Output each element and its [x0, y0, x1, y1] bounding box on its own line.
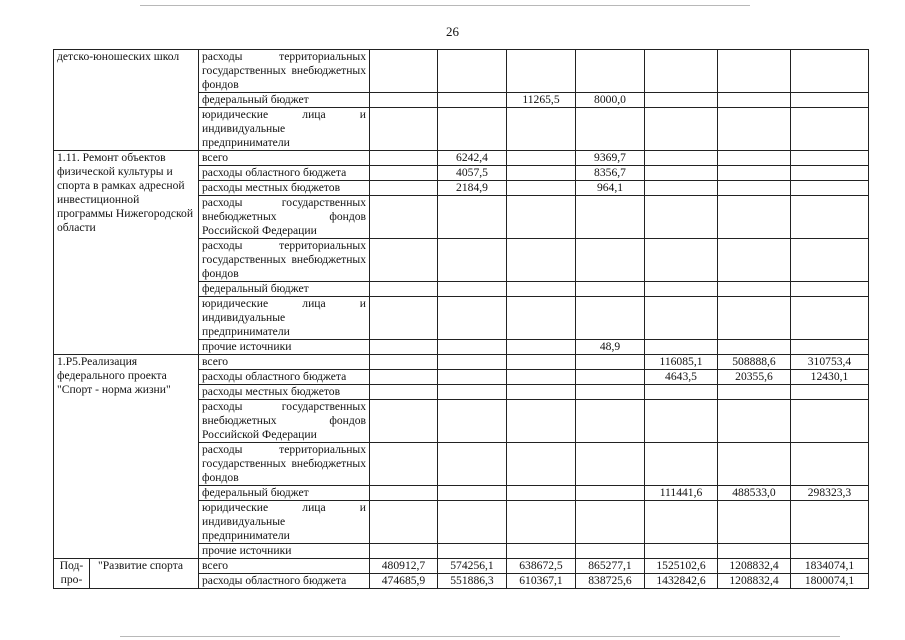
value-cell: [718, 166, 791, 181]
table-body: [54, 50, 869, 589]
value-cell: [718, 93, 791, 108]
value-cell: [438, 297, 507, 340]
value-cell: 4057,5: [438, 166, 507, 181]
value-cell: 488533,0: [718, 486, 791, 501]
value-cell: [645, 400, 718, 443]
value-cell: 298323,3: [791, 486, 869, 501]
value-cell: 1208832,4: [718, 574, 791, 589]
value-cell: [791, 239, 869, 282]
value-cell: [718, 297, 791, 340]
funding-source: расходы территориальных государственных внебюджетных фондов: [199, 443, 370, 486]
value-cell: [645, 443, 718, 486]
funding-source: федеральный бюджет: [199, 486, 370, 501]
funding-source: юридические лица и индивидуальные предприниматели: [199, 297, 370, 340]
value-cell: [438, 443, 507, 486]
funding-source: расходы территориальных государственных внебюджетных фондов: [199, 239, 370, 282]
value-cell: [718, 50, 791, 93]
value-cell: [507, 370, 576, 385]
funding-source: расходы государственных внебюджетных фондов Российской Федерации: [199, 196, 370, 239]
value-cell: [370, 108, 438, 151]
value-cell: 964,1: [576, 181, 645, 196]
value-cell: [507, 340, 576, 355]
funding-source: всего: [199, 355, 370, 370]
value-cell: [507, 501, 576, 544]
value-cell: [791, 544, 869, 559]
value-cell: [718, 196, 791, 239]
funding-source: федеральный бюджет: [199, 282, 370, 297]
value-cell: [576, 239, 645, 282]
funding-source: всего: [199, 151, 370, 166]
funding-source: расходы областного бюджета: [199, 574, 370, 589]
value-cell: 4643,5: [645, 370, 718, 385]
value-cell: [438, 355, 507, 370]
budget-table: [53, 49, 869, 589]
value-cell: [576, 486, 645, 501]
value-cell: [645, 93, 718, 108]
value-cell: [791, 282, 869, 297]
value-cell: [718, 282, 791, 297]
value-cell: [507, 355, 576, 370]
value-cell: [507, 486, 576, 501]
value-cell: [576, 50, 645, 93]
value-cell: 310753,4: [791, 355, 869, 370]
value-cell: [576, 400, 645, 443]
value-cell: [718, 385, 791, 400]
value-cell: [370, 282, 438, 297]
value-cell: [576, 282, 645, 297]
row-name: детско-юношеских школ: [54, 50, 199, 151]
value-cell: [718, 544, 791, 559]
value-cell: 610367,1: [507, 574, 576, 589]
value-cell: [791, 385, 869, 400]
value-cell: 8356,7: [576, 166, 645, 181]
value-cell: [370, 443, 438, 486]
value-cell: [507, 151, 576, 166]
table-row: [54, 355, 869, 370]
value-cell: [507, 181, 576, 196]
value-cell: [438, 385, 507, 400]
value-cell: [438, 486, 507, 501]
value-cell: [370, 486, 438, 501]
value-cell: [645, 340, 718, 355]
value-cell: [438, 544, 507, 559]
value-cell: [507, 544, 576, 559]
value-cell: [438, 400, 507, 443]
value-cell: [645, 385, 718, 400]
value-cell: [791, 50, 869, 93]
value-cell: 6242,4: [438, 151, 507, 166]
value-cell: [791, 501, 869, 544]
subprogram-label: Под-про-: [54, 559, 90, 589]
value-cell: [576, 108, 645, 151]
value-cell: 1834074,1: [791, 559, 869, 574]
value-cell: [645, 282, 718, 297]
table-row: [54, 151, 869, 166]
value-cell: 48,9: [576, 340, 645, 355]
value-cell: [438, 340, 507, 355]
value-cell: [507, 443, 576, 486]
value-cell: 116085,1: [645, 355, 718, 370]
table-row: [54, 559, 869, 574]
value-cell: 12430,1: [791, 370, 869, 385]
value-cell: [370, 181, 438, 196]
page-number: 26: [446, 24, 459, 39]
value-cell: [645, 297, 718, 340]
value-cell: [645, 108, 718, 151]
value-cell: [507, 282, 576, 297]
funding-source: федеральный бюджет: [199, 93, 370, 108]
value-cell: [438, 93, 507, 108]
value-cell: [576, 196, 645, 239]
value-cell: [576, 501, 645, 544]
value-cell: [370, 239, 438, 282]
funding-source: расходы территориальных государственных внебюджетных фондов: [199, 50, 370, 93]
value-cell: [576, 385, 645, 400]
value-cell: [791, 151, 869, 166]
value-cell: [370, 400, 438, 443]
value-cell: [507, 400, 576, 443]
value-cell: [718, 181, 791, 196]
value-cell: [718, 443, 791, 486]
value-cell: [370, 501, 438, 544]
value-cell: [645, 166, 718, 181]
value-cell: [507, 196, 576, 239]
value-cell: [370, 355, 438, 370]
value-cell: [791, 93, 869, 108]
value-cell: 838725,6: [576, 574, 645, 589]
row-name: 1.Р5.Реализация федерального проекта "Спорт - норма жизни": [54, 355, 199, 559]
value-cell: [370, 93, 438, 108]
funding-source: прочие источники: [199, 340, 370, 355]
value-cell: [791, 340, 869, 355]
value-cell: [370, 340, 438, 355]
funding-source: расходы государственных внебюджетных фондов Российской Федерации: [199, 400, 370, 443]
funding-source: расходы местных бюджетов: [199, 385, 370, 400]
value-cell: 111441,6: [645, 486, 718, 501]
value-cell: [507, 166, 576, 181]
value-cell: [645, 181, 718, 196]
value-cell: [507, 239, 576, 282]
value-cell: 865277,1: [576, 559, 645, 574]
value-cell: [791, 166, 869, 181]
value-cell: [438, 282, 507, 297]
value-cell: [370, 370, 438, 385]
value-cell: 574256,1: [438, 559, 507, 574]
value-cell: [438, 370, 507, 385]
value-cell: [718, 239, 791, 282]
value-cell: [370, 544, 438, 559]
value-cell: [438, 108, 507, 151]
table-row: [54, 50, 869, 93]
value-cell: 480912,7: [370, 559, 438, 574]
funding-source: юридические лица и индивидуальные предприниматели: [199, 501, 370, 544]
value-cell: [791, 400, 869, 443]
value-cell: 20355,6: [718, 370, 791, 385]
value-cell: [370, 151, 438, 166]
value-cell: [718, 108, 791, 151]
value-cell: [507, 297, 576, 340]
value-cell: [438, 50, 507, 93]
value-cell: [791, 196, 869, 239]
value-cell: [370, 50, 438, 93]
value-cell: [438, 501, 507, 544]
value-cell: 551886,3: [438, 574, 507, 589]
value-cell: 1432842,6: [645, 574, 718, 589]
value-cell: [438, 239, 507, 282]
value-cell: [645, 544, 718, 559]
row-name: 1.11. Ремонт объектов физической культуры и спорта в рамках адресной инвестиционной программы Нижегородской области: [54, 151, 199, 355]
value-cell: [576, 370, 645, 385]
value-cell: [791, 443, 869, 486]
funding-source: расходы областного бюджета: [199, 166, 370, 181]
value-cell: [507, 385, 576, 400]
value-cell: [370, 385, 438, 400]
value-cell: 1208832,4: [718, 559, 791, 574]
value-cell: [645, 239, 718, 282]
value-cell: [507, 50, 576, 93]
value-cell: 11265,5: [507, 93, 576, 108]
subprogram-title: "Развитие спорта: [90, 559, 199, 589]
bottom-rule: [120, 636, 840, 637]
value-cell: [791, 181, 869, 196]
value-cell: [576, 544, 645, 559]
funding-source: расходы местных бюджетов: [199, 181, 370, 196]
value-cell: [370, 166, 438, 181]
value-cell: 474685,9: [370, 574, 438, 589]
value-cell: [576, 443, 645, 486]
funding-source: юридические лица и индивидуальные предприниматели: [199, 108, 370, 151]
value-cell: [645, 50, 718, 93]
value-cell: [645, 151, 718, 166]
value-cell: 1800074,1: [791, 574, 869, 589]
value-cell: 2184,9: [438, 181, 507, 196]
value-cell: 9369,7: [576, 151, 645, 166]
value-cell: [718, 151, 791, 166]
value-cell: [645, 196, 718, 239]
value-cell: [438, 196, 507, 239]
funding-source: всего: [199, 559, 370, 574]
value-cell: [718, 340, 791, 355]
value-cell: 8000,0: [576, 93, 645, 108]
value-cell: [370, 297, 438, 340]
value-cell: [718, 501, 791, 544]
value-cell: 1525102,6: [645, 559, 718, 574]
value-cell: [576, 297, 645, 340]
top-rule: [140, 5, 750, 6]
funding-source: прочие источники: [199, 544, 370, 559]
value-cell: [791, 297, 869, 340]
value-cell: [791, 108, 869, 151]
funding-source: расходы областного бюджета: [199, 370, 370, 385]
value-cell: [576, 355, 645, 370]
value-cell: [370, 196, 438, 239]
value-cell: [718, 400, 791, 443]
value-cell: 508888,6: [718, 355, 791, 370]
value-cell: [507, 108, 576, 151]
value-cell: [645, 501, 718, 544]
value-cell: 638672,5: [507, 559, 576, 574]
